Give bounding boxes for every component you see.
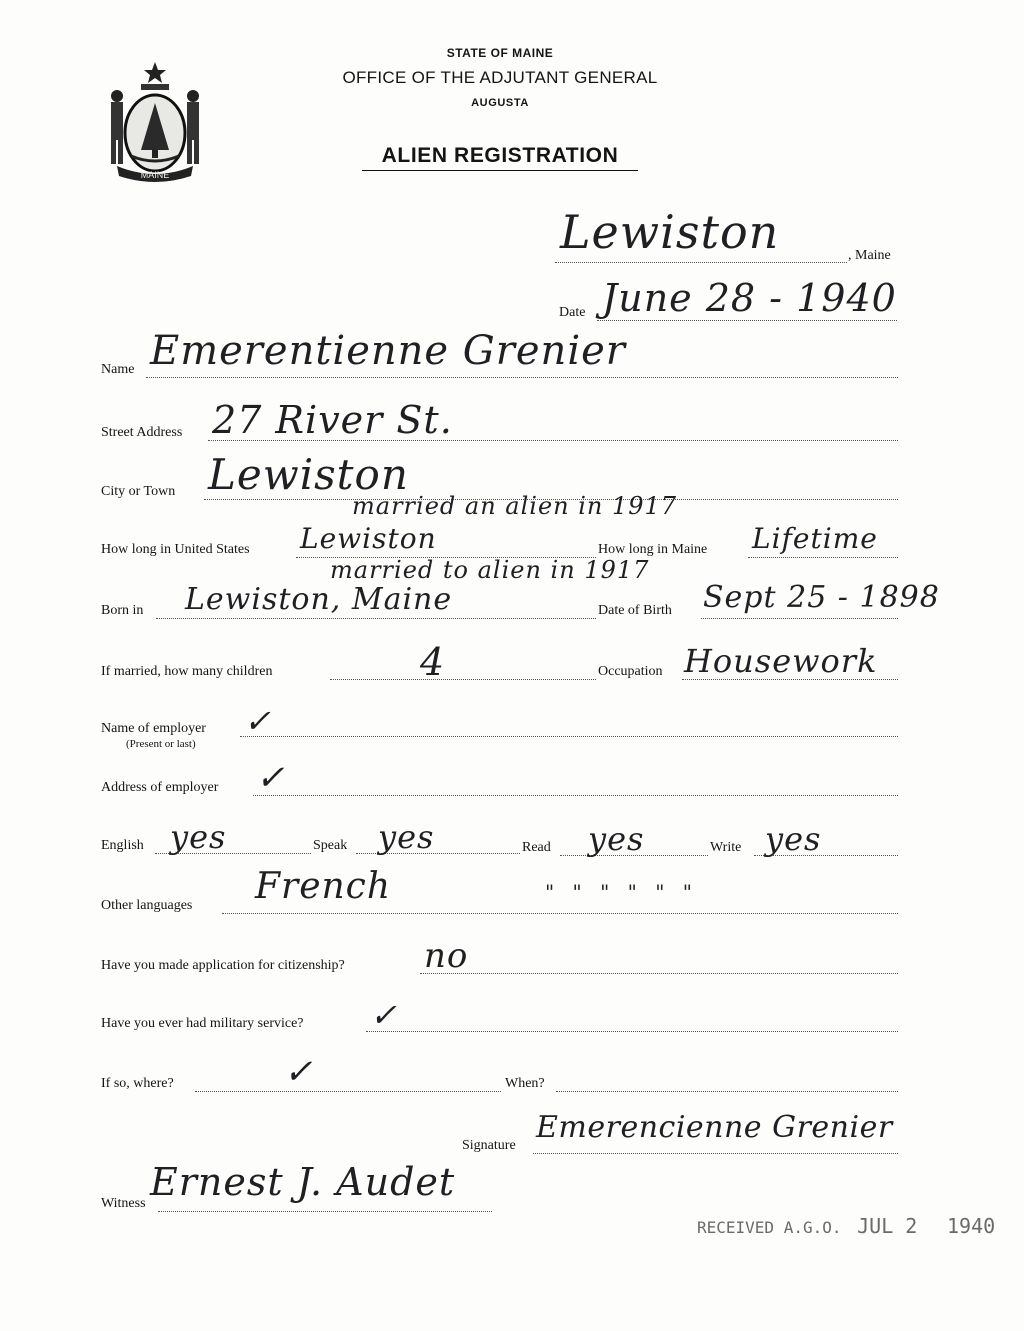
where-entry: ✓ <box>284 1052 314 1092</box>
write-label: Write <box>710 840 742 855</box>
children-label: If married, how many children <box>101 664 273 679</box>
read-label: Read <box>522 840 551 855</box>
employer-label: Name of employer <box>101 721 206 736</box>
employer-address-entry: ✓ <box>256 758 286 798</box>
employer-note: (Present or last) <box>126 738 196 750</box>
other-languages-entry: French <box>255 866 392 907</box>
how-long-maine-label: How long in Maine <box>598 542 708 557</box>
witness-label: Witness <box>101 1196 146 1211</box>
citizenship-entry: no <box>424 936 469 976</box>
received-stamp <box>697 1214 995 1238</box>
seal-banner-text: MAINE <box>140 170 170 180</box>
military-line <box>366 1031 898 1032</box>
employer-line <box>240 736 898 737</box>
witness-line <box>158 1211 492 1212</box>
language-ditto-marks: " " " " " " <box>545 880 698 904</box>
date-label: Date <box>559 305 586 320</box>
name-line <box>146 377 898 378</box>
title-underline <box>362 170 638 171</box>
military-entry: ✓ <box>370 996 398 1034</box>
us-note: married an alien in 1917 <box>352 492 678 520</box>
english-entry: yes <box>170 818 227 856</box>
stamp-year: 1940 <box>947 1214 996 1238</box>
street-entry: 27 River St. <box>212 398 453 442</box>
employer-entry: ✓ <box>244 702 272 740</box>
occupation-entry: Housework <box>684 642 878 680</box>
place-line <box>555 262 847 263</box>
how-long-maine-entry: Lifetime <box>752 522 878 555</box>
born-in-entry: Lewiston, Maine <box>185 582 453 617</box>
signature-entry: Emerencienne Grenier <box>536 1110 893 1145</box>
read-entry: yes <box>588 820 645 858</box>
born-in-label: Born in <box>101 603 144 618</box>
english-label: English <box>101 838 144 853</box>
signature-line <box>533 1153 898 1154</box>
citizenship-line <box>420 973 898 974</box>
stamp-date: JUL 2 <box>857 1214 918 1238</box>
how-long-us-label: How long in United States <box>101 542 250 557</box>
state-seal-icon <box>103 58 208 183</box>
how-long-us-entry: Lewiston <box>300 522 437 555</box>
maine-label: , Maine <box>848 248 891 263</box>
office-heading: OFFICE OF THE ADJUTANT GENERAL <box>342 68 658 87</box>
city-entry: Lewiston <box>208 450 409 499</box>
signature-label: Signature <box>462 1138 516 1153</box>
how-long-maine-line <box>748 557 898 558</box>
born-in-line <box>156 618 596 619</box>
when-line <box>556 1091 898 1092</box>
children-entry: 4 <box>420 640 446 684</box>
where-line <box>195 1091 501 1092</box>
date-entry: June 28 - 1940 <box>602 276 897 320</box>
children-line <box>330 679 596 680</box>
city-heading: AUGUSTA <box>471 97 529 109</box>
name-entry: Emerentienne Grenier <box>150 328 626 374</box>
dob-entry: Sept 25 - 1898 <box>703 580 940 615</box>
citizenship-label: Have you made application for citizenship? <box>101 958 345 973</box>
born-note: married to alien in 1917 <box>330 556 650 584</box>
employer-address-line <box>253 795 898 796</box>
occupation-label: Occupation <box>598 664 663 679</box>
other-languages-line <box>222 913 898 914</box>
date-line <box>597 320 897 321</box>
write-entry: yes <box>765 820 822 858</box>
city-label: City or Town <box>101 484 176 499</box>
street-label: Street Address <box>101 425 183 440</box>
employer-address-label: Address of employer <box>101 780 219 795</box>
military-label: Have you ever had military service? <box>101 1016 304 1031</box>
speak-label: Speak <box>313 838 348 853</box>
when-label: When? <box>505 1076 545 1091</box>
other-languages-label: Other languages <box>101 898 193 913</box>
stamp-received-text: RECEIVED A.G.O. <box>697 1218 842 1237</box>
place-entry: Lewiston <box>560 205 780 259</box>
witness-entry: Ernest J. Audet <box>150 1160 456 1204</box>
speak-entry: yes <box>378 818 435 856</box>
where-label: If so, where? <box>101 1076 174 1091</box>
state-heading: STATE OF MAINE <box>446 46 554 60</box>
form-title: ALIEN REGISTRATION <box>381 144 619 167</box>
dob-label: Date of Birth <box>598 603 672 618</box>
dob-line <box>701 618 898 619</box>
name-label: Name <box>101 362 135 377</box>
